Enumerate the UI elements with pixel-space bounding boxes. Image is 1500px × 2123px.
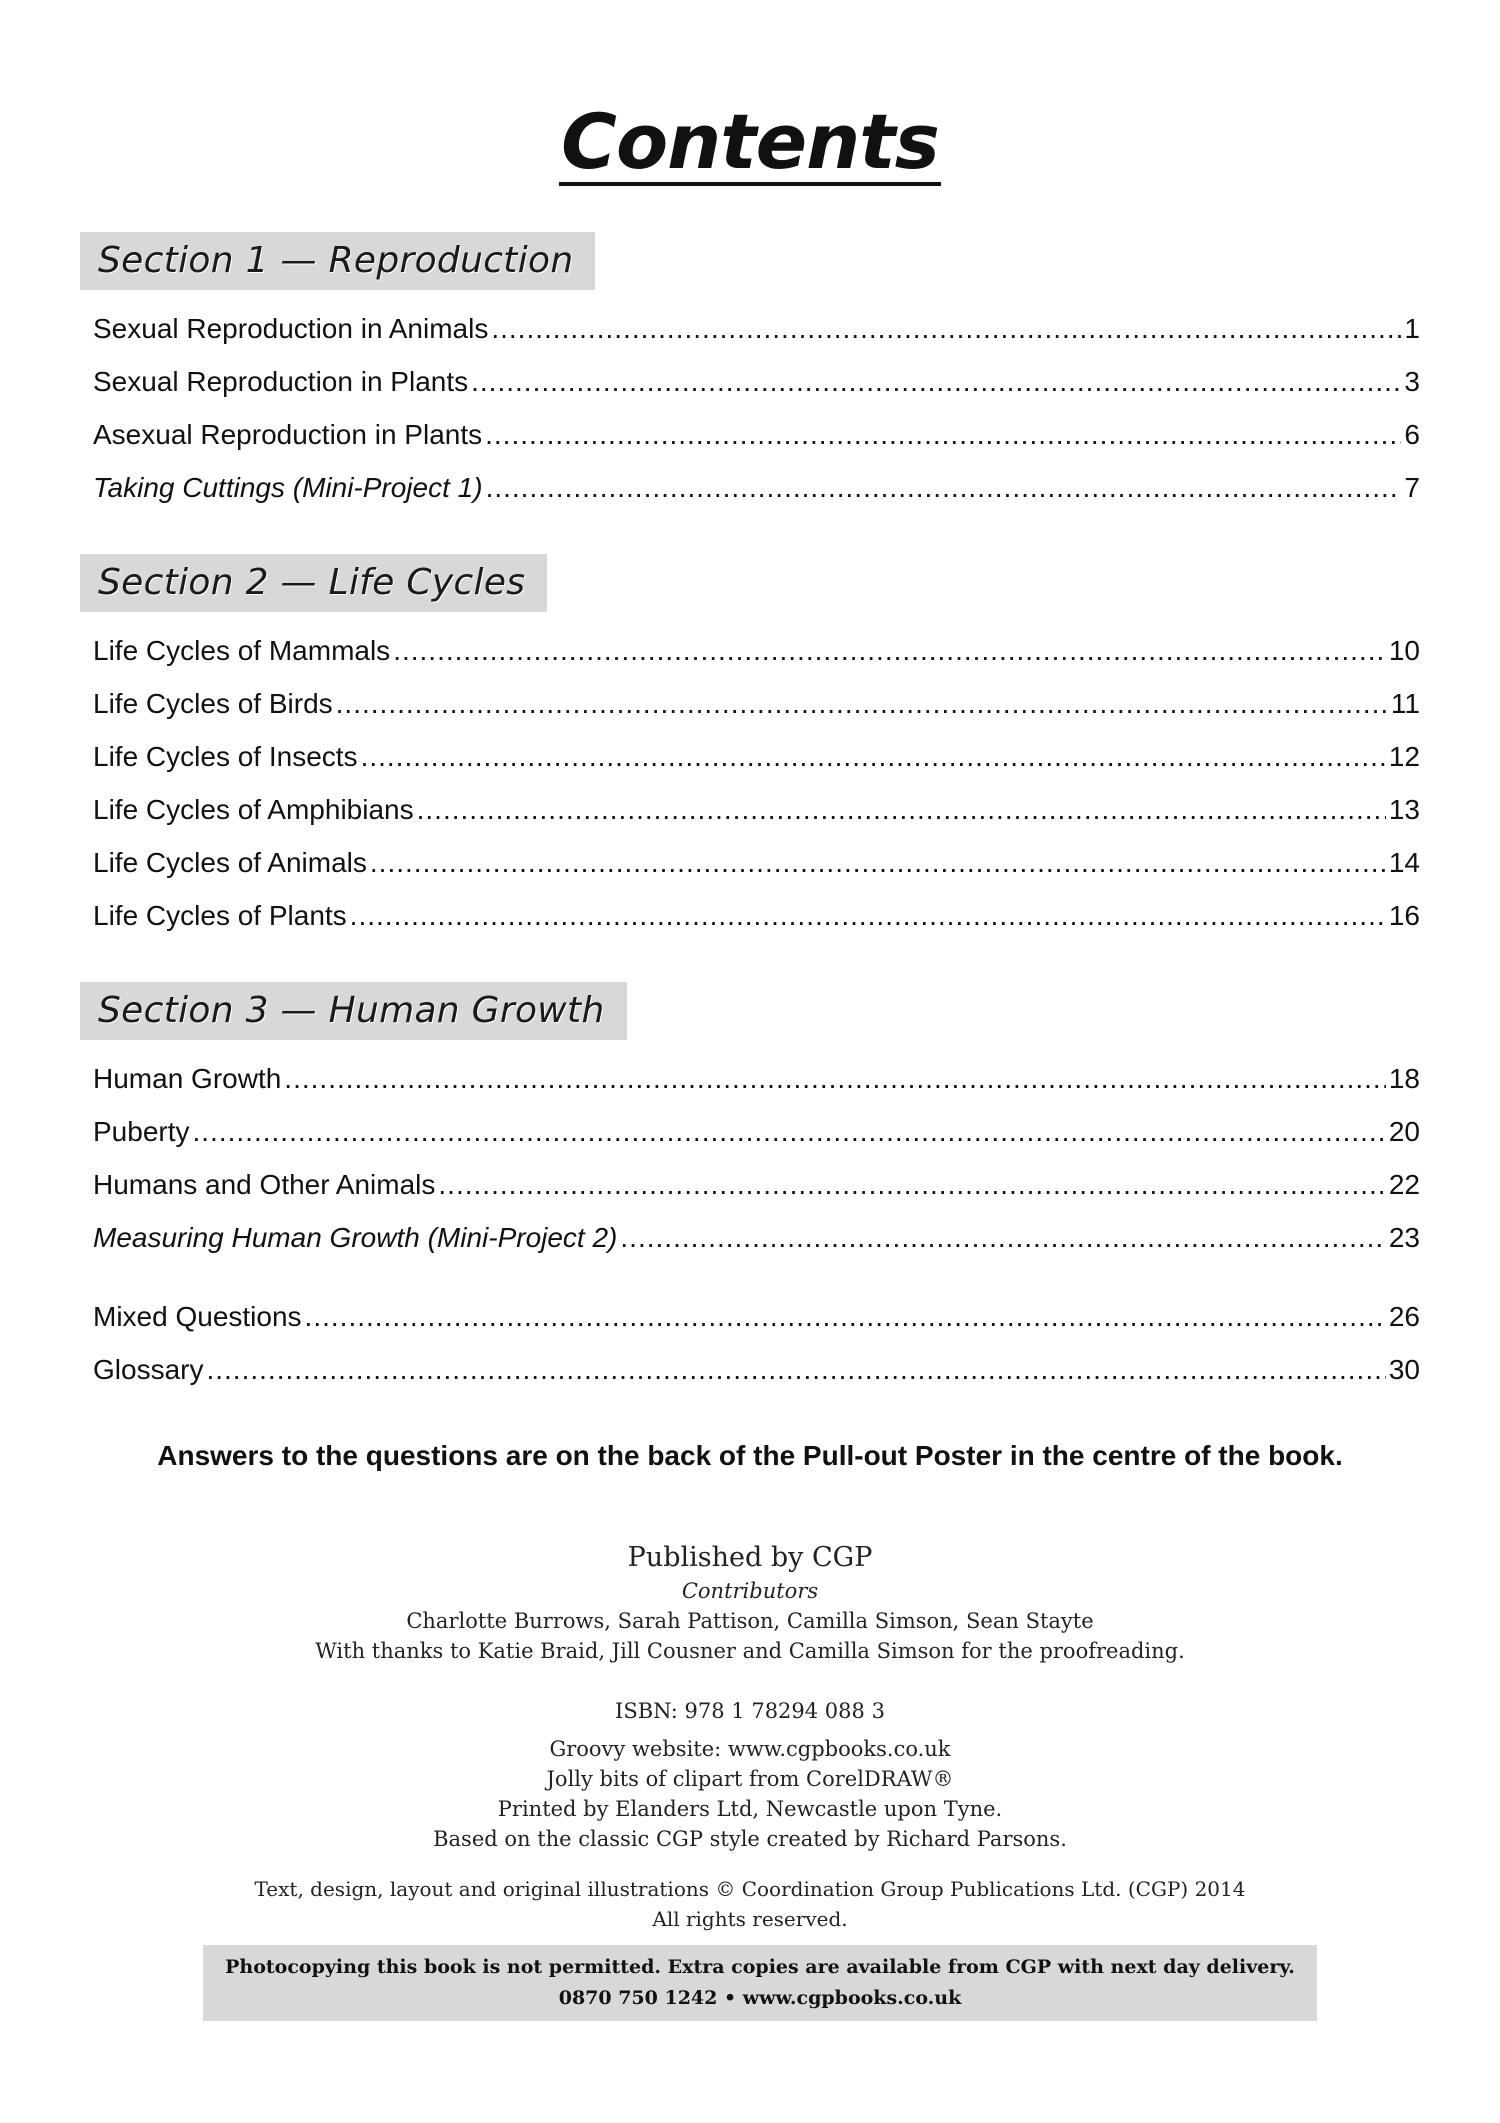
- toc-entry[interactable]: [80, 1158, 1420, 1211]
- toc-entry[interactable]: [80, 889, 1420, 942]
- toc-entry[interactable]: [80, 836, 1420, 889]
- toc-entry-label: Life Cycles of Animals: [93, 847, 367, 878]
- toc-entry-label: Humans and Other Animals: [93, 1169, 436, 1200]
- toc-list: [80, 1052, 1420, 1264]
- toc-page-number: 22: [1388, 1169, 1420, 1200]
- toc-entry[interactable]: [80, 1290, 1420, 1343]
- toc-page-number: 16: [1388, 900, 1420, 931]
- section-heading: Section 1 — Reproduction: [80, 232, 595, 290]
- toc-page-number: 7: [1404, 472, 1420, 503]
- printer-credit: Printed by Elanders Ltd, Newcastle upon Tyne.: [497, 1797, 1003, 1821]
- toc-page-number: 13: [1388, 794, 1420, 825]
- toc-entry-label: Sexual Reproduction in Plants: [93, 366, 469, 397]
- toc-entry-label: Life Cycles of Amphibians: [93, 794, 414, 825]
- toc-page-number: 10: [1388, 635, 1420, 666]
- toc-dot-leader: [393, 624, 1386, 677]
- toc-entry-label: Life Cycles of Insects: [93, 741, 358, 772]
- toc-dot-leader: [336, 677, 1388, 730]
- toc-entry-label: Sexual Reproduction in Animals: [93, 313, 489, 344]
- toc-dot-leader: [206, 1343, 1385, 1396]
- copyright-block: [0, 1874, 1500, 1934]
- toc-entry-label: Puberty: [93, 1116, 190, 1147]
- credits-block: [0, 1540, 1500, 1666]
- toc-entry-label: Human Growth: [93, 1063, 282, 1094]
- publication-details: [0, 1696, 1500, 1854]
- toc-dot-leader: [485, 408, 1401, 461]
- toc-entry-label: Glossary: [93, 1354, 204, 1385]
- toc-entry-label: Taking Cuttings (Mini-Project 1): [93, 472, 483, 503]
- toc-entry-label: Measuring Human Growth (Mini-Project 2): [93, 1222, 618, 1253]
- toc-entry[interactable]: [80, 1211, 1420, 1264]
- toc-list: [80, 1290, 1420, 1396]
- toc-entry[interactable]: [80, 783, 1420, 836]
- toc-dot-leader: [491, 302, 1401, 355]
- toc-entry-label: Life Cycles of Plants: [93, 900, 347, 931]
- toc-entry-label: Life Cycles of Birds: [93, 688, 333, 719]
- toc-entry-label: Life Cycles of Mammals: [93, 635, 391, 666]
- section-heading: Section 2 — Life Cycles: [80, 554, 547, 612]
- contact-line: 0870 750 1242 • www.cgpbooks.co.uk: [558, 1987, 962, 2009]
- toc-page-number: 1: [1404, 313, 1420, 344]
- toc-entry[interactable]: [80, 1105, 1420, 1158]
- toc-page-number: 14: [1388, 847, 1420, 878]
- toc-entry[interactable]: [80, 730, 1420, 783]
- toc-entry[interactable]: [80, 677, 1420, 730]
- section-heading: Section 3 — Human Growth: [80, 982, 627, 1040]
- toc-dot-leader: [370, 836, 1386, 889]
- toc-page-number: 12: [1388, 741, 1420, 772]
- toc-page-number: 26: [1388, 1301, 1420, 1332]
- toc-page-number: 6: [1404, 419, 1420, 450]
- toc-entry[interactable]: [80, 624, 1420, 677]
- contributors-list: Charlotte Burrows, Sarah Pattison, Camilla Simson, Sean Stayte: [406, 1609, 1094, 1633]
- toc-entry[interactable]: [80, 355, 1420, 408]
- extra-entries: [80, 1290, 1420, 1396]
- toc-dot-leader: [486, 461, 1402, 514]
- page-title-text: Contents: [561, 97, 939, 186]
- toc-list: [80, 302, 1420, 514]
- toc-page-number: 20: [1388, 1116, 1420, 1147]
- rights-notice: All rights reserved.: [652, 1907, 848, 1931]
- toc-dot-leader: [284, 1052, 1386, 1105]
- photocopy-notice: Photocopying this book is not permitted. Extra copies are available from CGP with next day delivery.: [225, 1956, 1295, 1978]
- toc-dot-leader: [438, 1158, 1385, 1211]
- toc-dot-leader: [361, 730, 1386, 783]
- toc-dot-leader: [350, 889, 1386, 942]
- isbn: ISBN: 978 1 78294 088 3: [615, 1699, 885, 1723]
- style-credit: Based on the classic CGP style created by Richard Parsons.: [433, 1827, 1067, 1851]
- toc-entry[interactable]: [80, 1052, 1420, 1105]
- page-title: [0, 92, 1500, 192]
- toc-entry-label: Asexual Reproduction in Plants: [93, 419, 483, 450]
- clipart-credit: Jolly bits of clipart from CorelDRAW®: [546, 1767, 954, 1791]
- toc-page-number: 11: [1390, 688, 1420, 719]
- toc-entry[interactable]: [80, 408, 1420, 461]
- copyright-notice: Text, design, layout and original illustrations © Coordination Group Publications Ltd. (CGP) 2014: [254, 1877, 1246, 1901]
- toc-page-number: 23: [1388, 1222, 1420, 1253]
- answers-note: Answers to the questions are on the back of the Pull-out Poster in the centre of the book.: [157, 1440, 1343, 1471]
- section-life-cycles: [80, 554, 1420, 942]
- contributors-heading: Contributors: [681, 1579, 819, 1603]
- toc-entry[interactable]: [80, 1343, 1420, 1396]
- toc-page-number: 30: [1388, 1354, 1420, 1385]
- toc-dot-leader: [305, 1290, 1386, 1343]
- toc-dot-leader: [417, 783, 1386, 836]
- photocopy-notice-bar: [203, 1945, 1317, 2021]
- section-reproduction: [80, 232, 1420, 514]
- toc-page-number: 18: [1388, 1063, 1420, 1094]
- website[interactable]: Groovy website: www.cgpbooks.co.uk: [549, 1737, 951, 1761]
- section-human-growth: [80, 982, 1420, 1264]
- toc-list: [80, 624, 1420, 942]
- toc-entry[interactable]: [80, 461, 1420, 514]
- proofreading-thanks: With thanks to Katie Braid, Jill Cousner and Camilla Simson for the proofreading.: [315, 1639, 1185, 1663]
- toc-dot-leader: [620, 1211, 1385, 1264]
- toc-dot-leader: [471, 355, 1401, 408]
- toc-page-number: 3: [1404, 366, 1420, 397]
- toc-entry[interactable]: [80, 302, 1420, 355]
- toc-entry-label: Mixed Questions: [93, 1301, 302, 1332]
- published-by: Published by CGP: [627, 1542, 873, 1573]
- toc-dot-leader: [193, 1105, 1386, 1158]
